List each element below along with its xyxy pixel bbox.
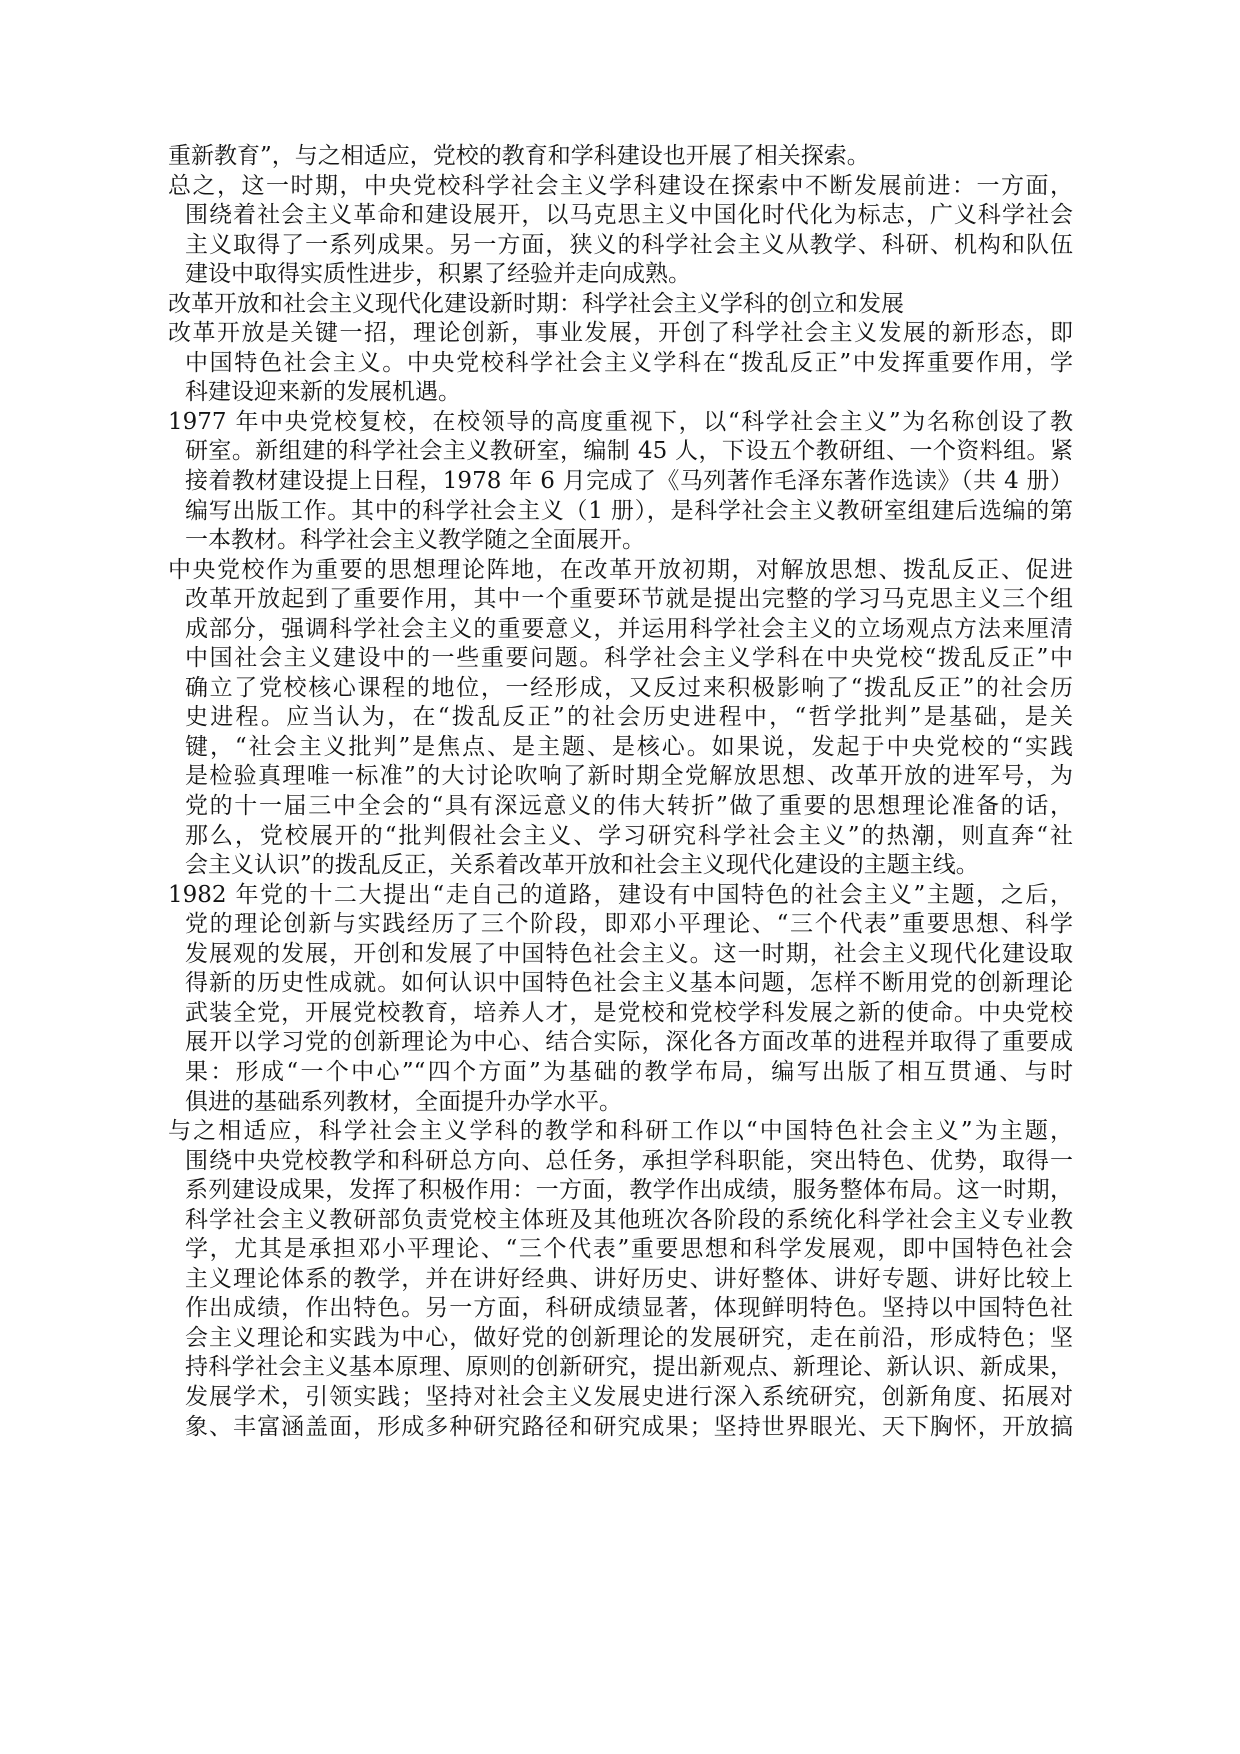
text-line: 会主义理论和实践为中心，做好党的创新理论的发展研究，走在前沿，形成特色；坚 — [185, 1324, 1073, 1351]
text-line: 持科学社会主义基本原理、原则的创新研究，提出新观点、新理论、新认识、新成果， — [185, 1354, 1073, 1381]
text-line: 改革开放起到了重要作用，其中一个重要环节就是提出完整的学习马克思主义三个组 — [185, 586, 1073, 613]
text-line: 史进程。应当认为，在“拨乱反正”的社会历史进程中，“哲学批判”是基础，是关 — [185, 704, 1073, 731]
text-line: 主义取得了一系列成果。另一方面，狭义的科学社会主义从教学、科研、机构和队伍 — [185, 231, 1073, 258]
text-line: 确立了党校核心课程的地位，一经形成，又反过来积极影响了“拨乱反正”的社会历 — [185, 674, 1073, 701]
text-line: 研室。新组建的科学社会主义教研室，编制 45 人，下设五个教研组、一个资料组。紧 — [185, 438, 1073, 465]
paragraph — [168, 408, 1073, 556]
text-line: 党的十一届三中全会的“具有深远意义的伟大转折”做了重要的思想理论准备的话， — [185, 793, 1073, 820]
text-line: 发展观的发展，开创和发展了中国特色社会主义。这一时期，社会主义现代化建设取 — [185, 940, 1073, 967]
text-line: 武装全党，开展党校教育，培养人才，是党校和党校学科发展之新的使命。中央党校 — [185, 999, 1073, 1026]
text-line: 主义理论体系的教学，并在讲好经典、讲好历史、讲好整体、讲好专题、讲好比较上 — [185, 1265, 1073, 1292]
text-line: 中国社会主义建设中的一些重要问题。科学社会主义学科在中央党校“拨乱反正”中 — [185, 645, 1073, 672]
text-line: 总之，这一时期，中央党校科学社会主义学科建设在探索中不断发展前进：一方面， — [168, 172, 1073, 199]
text-line: 1977 年中央党校复校，在校领导的高度重视下，以“科学社会主义”为名称创设了教 — [168, 408, 1073, 435]
text-line: 系列建设成果，发挥了积极作用：一方面，教学作出成绩，服务整体布局。这一时期， — [185, 1177, 1073, 1204]
text-line: 学，尤其是承担邓小平理论、“三个代表”重要思想和科学发展观，即中国特色社会 — [185, 1236, 1073, 1263]
paragraph — [168, 172, 1073, 290]
text-line: 得新的历史性成就。如何认识中国特色社会主义基本问题，怎样不断用党的创新理论 — [185, 970, 1073, 997]
text-line: 象、丰富涵盖面，形成多种研究路径和研究成果；坚持世界眼光、天下胸怀，开放搞 — [185, 1413, 1073, 1440]
text-line: 那么，党校展开的“批判假社会主义、学习研究科学社会主义”的热潮，则直奔“社 — [185, 822, 1073, 849]
text-line: 作出成绩，作出特色。另一方面，科研成绩显著，体现鲜明特色。坚持以中国特色社 — [185, 1295, 1073, 1322]
paragraph — [168, 319, 1073, 408]
text-line: 果：形成“一个中心”“四个方面”为基础的教学布局，编写出版了相互贯通、与时 — [185, 1058, 1073, 1085]
document-body — [168, 142, 1073, 1442]
paragraph — [168, 1117, 1073, 1442]
text-line: 科建设迎来新的发展机遇。 — [185, 379, 461, 406]
text-line: 发展学术，引领实践；坚持对社会主义发展史进行深入系统研究，创新角度、拓展对 — [185, 1383, 1073, 1410]
text-line: 成部分，强调科学社会主义的重要意义，并运用科学社会主义的立场观点方法来厘清 — [185, 615, 1073, 642]
text-line: 建设中取得实质性进步，积累了经验并走向成熟。 — [185, 261, 691, 288]
text-line: 俱进的基础系列教材，全面提升办学水平。 — [185, 1088, 622, 1115]
text-line: 展开以学习党的创新理论为中心、结合实际，深化各方面改革的进程并取得了重要成 — [185, 1029, 1073, 1056]
text-line: 中央党校作为重要的思想理论阵地，在改革开放初期，对解放思想、拨乱反正、促进 — [168, 556, 1073, 583]
paragraph — [168, 881, 1073, 1117]
text-line: 科学社会主义教研部负责党校主体班及其他班次各阶段的系统化科学社会主义专业教 — [185, 1206, 1073, 1233]
text-line: 会主义认识”的拨乱反正，关系着改革开放和社会主义现代化建设的主题主线。 — [185, 852, 979, 879]
text-line: 编写出版工作。其中的科学社会主义（1 册），是科学社会主义教研室组建后选编的第 — [185, 497, 1073, 524]
text-line: 1982 年党的十二大提出“走自己的道路，建设有中国特色的社会主义”主题，之后， — [168, 881, 1073, 908]
text-line: 围绕着社会主义革命和建设展开，以马克思主义中国化时代化为标志，广义科学社会 — [185, 202, 1073, 229]
text-line: 键，“社会主义批判”是焦点、是主题、是核心。如果说，发起于中央党校的“实践 — [185, 733, 1073, 760]
section-heading — [168, 290, 1073, 320]
text-line: 一本教材。科学社会主义教学随之全面展开。 — [185, 527, 645, 554]
paragraph — [168, 556, 1073, 881]
text-line: 是检验真理唯一标准”的大讨论吹响了新时期全党解放思想、改革开放的进军号，为 — [185, 763, 1073, 790]
paragraph — [168, 142, 1073, 172]
text-line: 改革开放是关键一招，理论创新，事业发展，开创了科学社会主义发展的新形态，即 — [168, 320, 1073, 347]
text-line: 与之相适应，科学社会主义学科的教学和科研工作以“中国特色社会主义”为主题， — [168, 1118, 1073, 1145]
text-line: 中国特色社会主义。中央党校科学社会主义学科在“拨乱反正”中发挥重要作用，学 — [185, 349, 1073, 376]
section-heading-text: 改革开放和社会主义现代化建设新时期：科学社会主义学科的创立和发展 — [168, 290, 904, 317]
text-line: 接着教材建设提上日程，1978 年 6 月完成了《马列著作毛泽东著作选读》（共 4 册） — [185, 468, 1073, 495]
text-line: 党的理论创新与实践经历了三个阶段，即邓小平理论、“三个代表”重要思想、科学 — [185, 911, 1073, 938]
text-line: 围绕中央党校教学和科研总方向、总任务，承担学科职能，突出特色、优势，取得一 — [185, 1147, 1073, 1174]
text-line: 重新教育”，与之相适应，党校的教育和学科建设也开展了相关探索。 — [168, 143, 870, 169]
